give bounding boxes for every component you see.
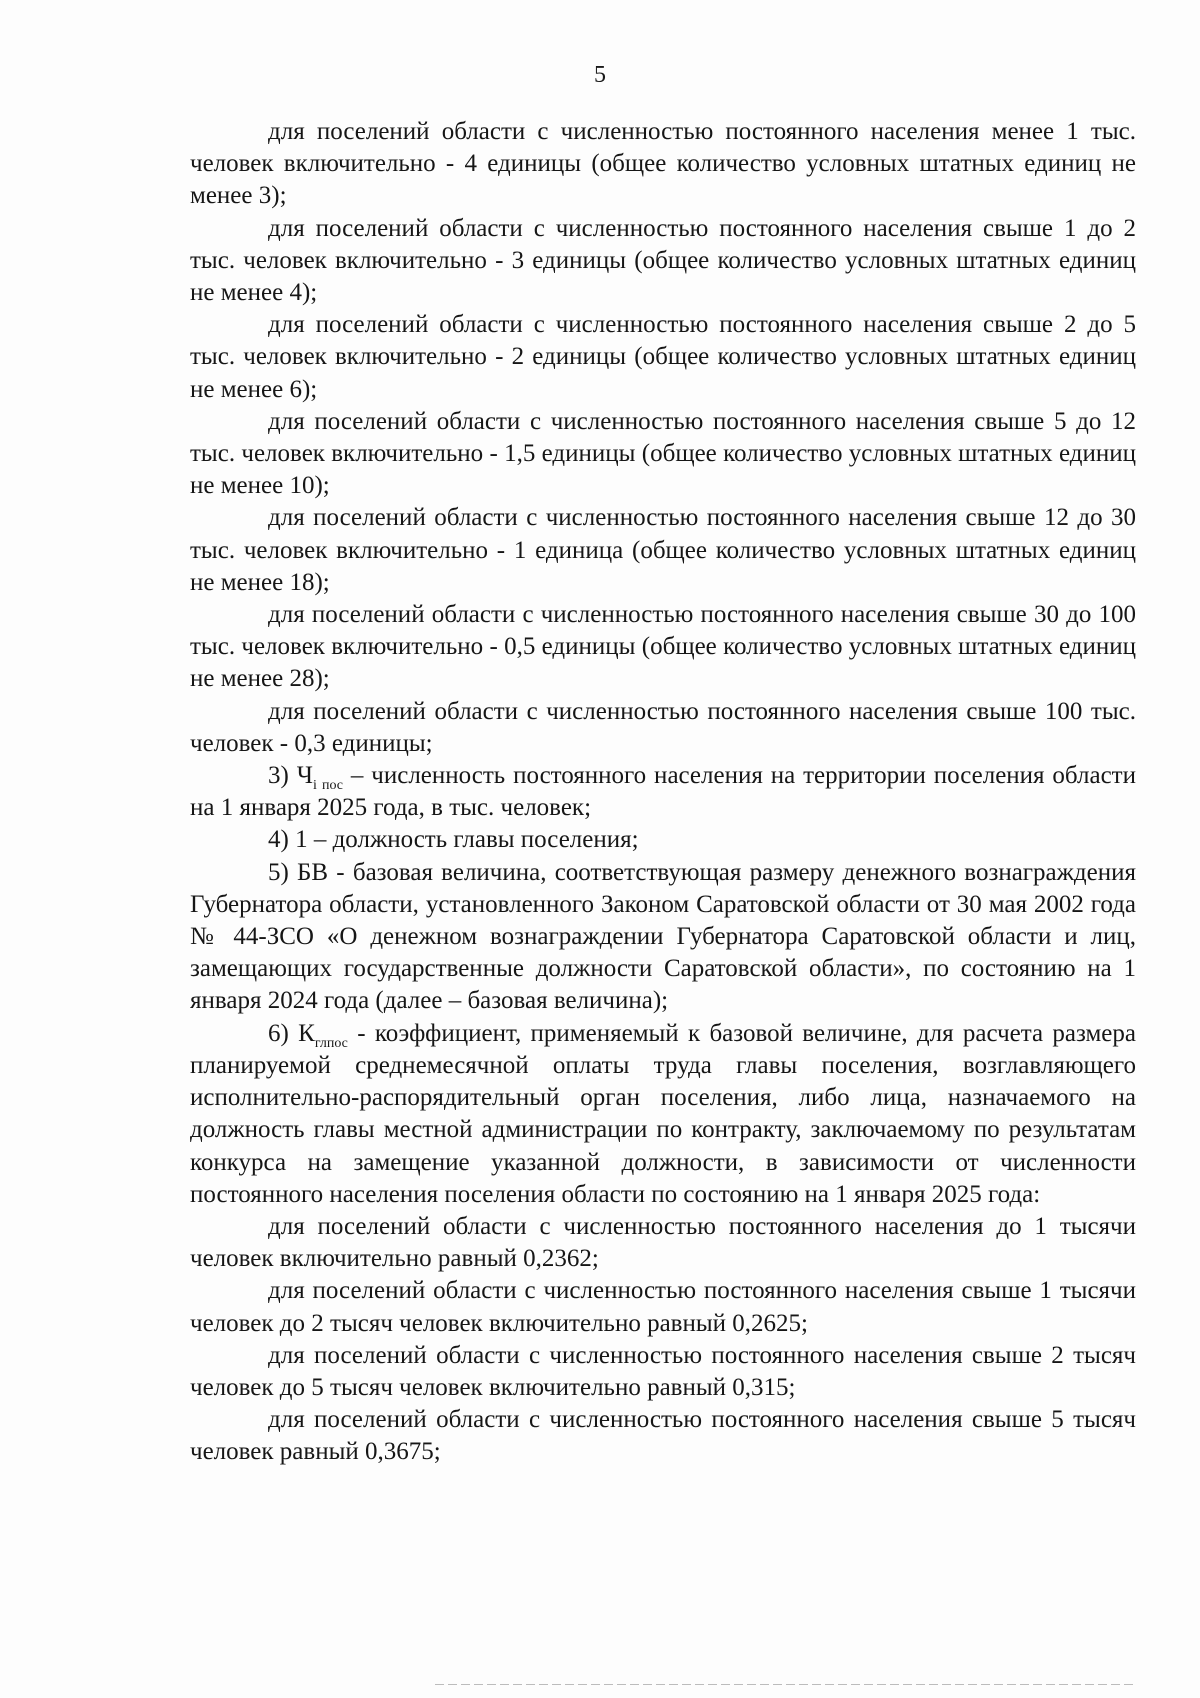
scan-edge-dashed-line <box>435 1684 1135 1685</box>
paragraph-7-text: для поселений области с численностью постоянного населения свыше 100 тыс. человек - 0,3 единицы; <box>190 697 1136 757</box>
paragraph-15-text: для поселений области с численностью постоянного населения свыше 5 тысяч человек равный 0,3675; <box>190 1406 1136 1466</box>
paragraph-8-prefix: 3) Ч <box>268 762 313 790</box>
paragraph-8-subscript: i пос <box>312 778 344 794</box>
document-body <box>190 116 1136 1469</box>
paragraph-2-text: для поселений области с численностью постоянного населения свыше 1 до 2 тыс. человек включительно - 3 единицы (общее количество условных штатных единиц не менее 4); <box>190 214 1136 307</box>
paragraph-14 <box>190 1340 1136 1404</box>
paragraph-11 <box>190 1018 1136 1211</box>
paragraph-1-text: для поселений области с численностью постоянного населения менее 1 тыс. человек включительно - 4 единицы (общее количество условных штатных единиц не менее 3); <box>190 118 1136 210</box>
paragraph-11-text: - коэффициент, применяемый к базовой величине, для расчета размера планируемой среднемесячной оплаты труда главы поселения, возглавляющего исполнительно-распорядительный орган поселения, либо лица, назначаемого на должность главы местной администрации по контракту, заключаемому по результатам конкурса на замещение указанной должности, в зависимости от численности постоянного населения поселения области по состоянию на 1 января 2025 года: <box>190 1019 1136 1208</box>
paragraph-6 <box>190 599 1136 696</box>
paragraph-7 <box>190 696 1136 760</box>
paragraph-12 <box>190 1211 1136 1275</box>
paragraph-3 <box>190 309 1136 406</box>
paragraph-9-text: 4) 1 – должность главы поселения; <box>268 826 639 854</box>
paragraph-13 <box>190 1275 1136 1339</box>
paragraph-3-text: для поселений области с численностью постоянного населения свыше 2 до 5 тыс. человек включительно - 2 единицы (общее количество условных штатных единиц не менее 6); <box>190 311 1136 403</box>
paragraph-5-text: для поселений области с численностью постоянного населения свыше 12 до 30 тыс. человек включительно - 1 единица (общее количество условных штатных единиц не менее 18); <box>190 504 1136 596</box>
paragraph-9 <box>190 824 1136 856</box>
paragraph-12-text: для поселений области с численностью постоянного населения до 1 тысячи человек включительно равный 0,2362; <box>190 1212 1136 1273</box>
paragraph-11-prefix: 6) К <box>268 1019 315 1047</box>
paragraph-10-text: 5) БВ - базовая величина, соответствующая размеру денежного вознаграждения Губернатора области, установленного Законом Саратовской области от 30 мая 2002 года № 44-ЗСО «О денежном вознаграждении Губернатора Саратовской области и лиц, замещающих государственные должности Саратовской области», по состоянию на 1 января 2024 года (далее – базовая величина); <box>190 858 1136 1015</box>
paragraph-11-subscript: глпос <box>314 1035 348 1051</box>
paragraph-6-text: для поселений области с численностью постоянного населения свыше 30 до 100 тыс. человек включительно - 0,5 единицы (общее количество условных штатных единиц не менее 28); <box>190 601 1136 693</box>
paragraph-4 <box>190 406 1136 503</box>
paragraph-1 <box>190 116 1136 213</box>
paragraph-8 <box>190 760 1136 824</box>
page-number: 5 <box>594 62 606 88</box>
paragraph-8-text: – численность постоянного населения на территории поселения области на 1 января 2025 года, в тыс. человек; <box>190 762 1136 822</box>
paragraph-10 <box>190 857 1136 1018</box>
paragraph-15 <box>190 1404 1136 1468</box>
paragraph-4-text: для поселений области с численностью постоянного населения свыше 5 до 12 тыс. человек включительно - 1,5 единицы (общее количество условных штатных единиц не менее 10); <box>190 407 1136 500</box>
paragraph-5 <box>190 502 1136 599</box>
paragraph-13-text: для поселений области с численностью постоянного населения свыше 1 тысячи человек до 2 тысяч человек включительно равный 0,2625; <box>190 1277 1136 1337</box>
paragraph-14-text: для поселений области с численностью постоянного населения свыше 2 тысяч человек до 5 тысяч человек включительно равный 0,315; <box>190 1341 1136 1401</box>
paragraph-2 <box>190 213 1136 310</box>
